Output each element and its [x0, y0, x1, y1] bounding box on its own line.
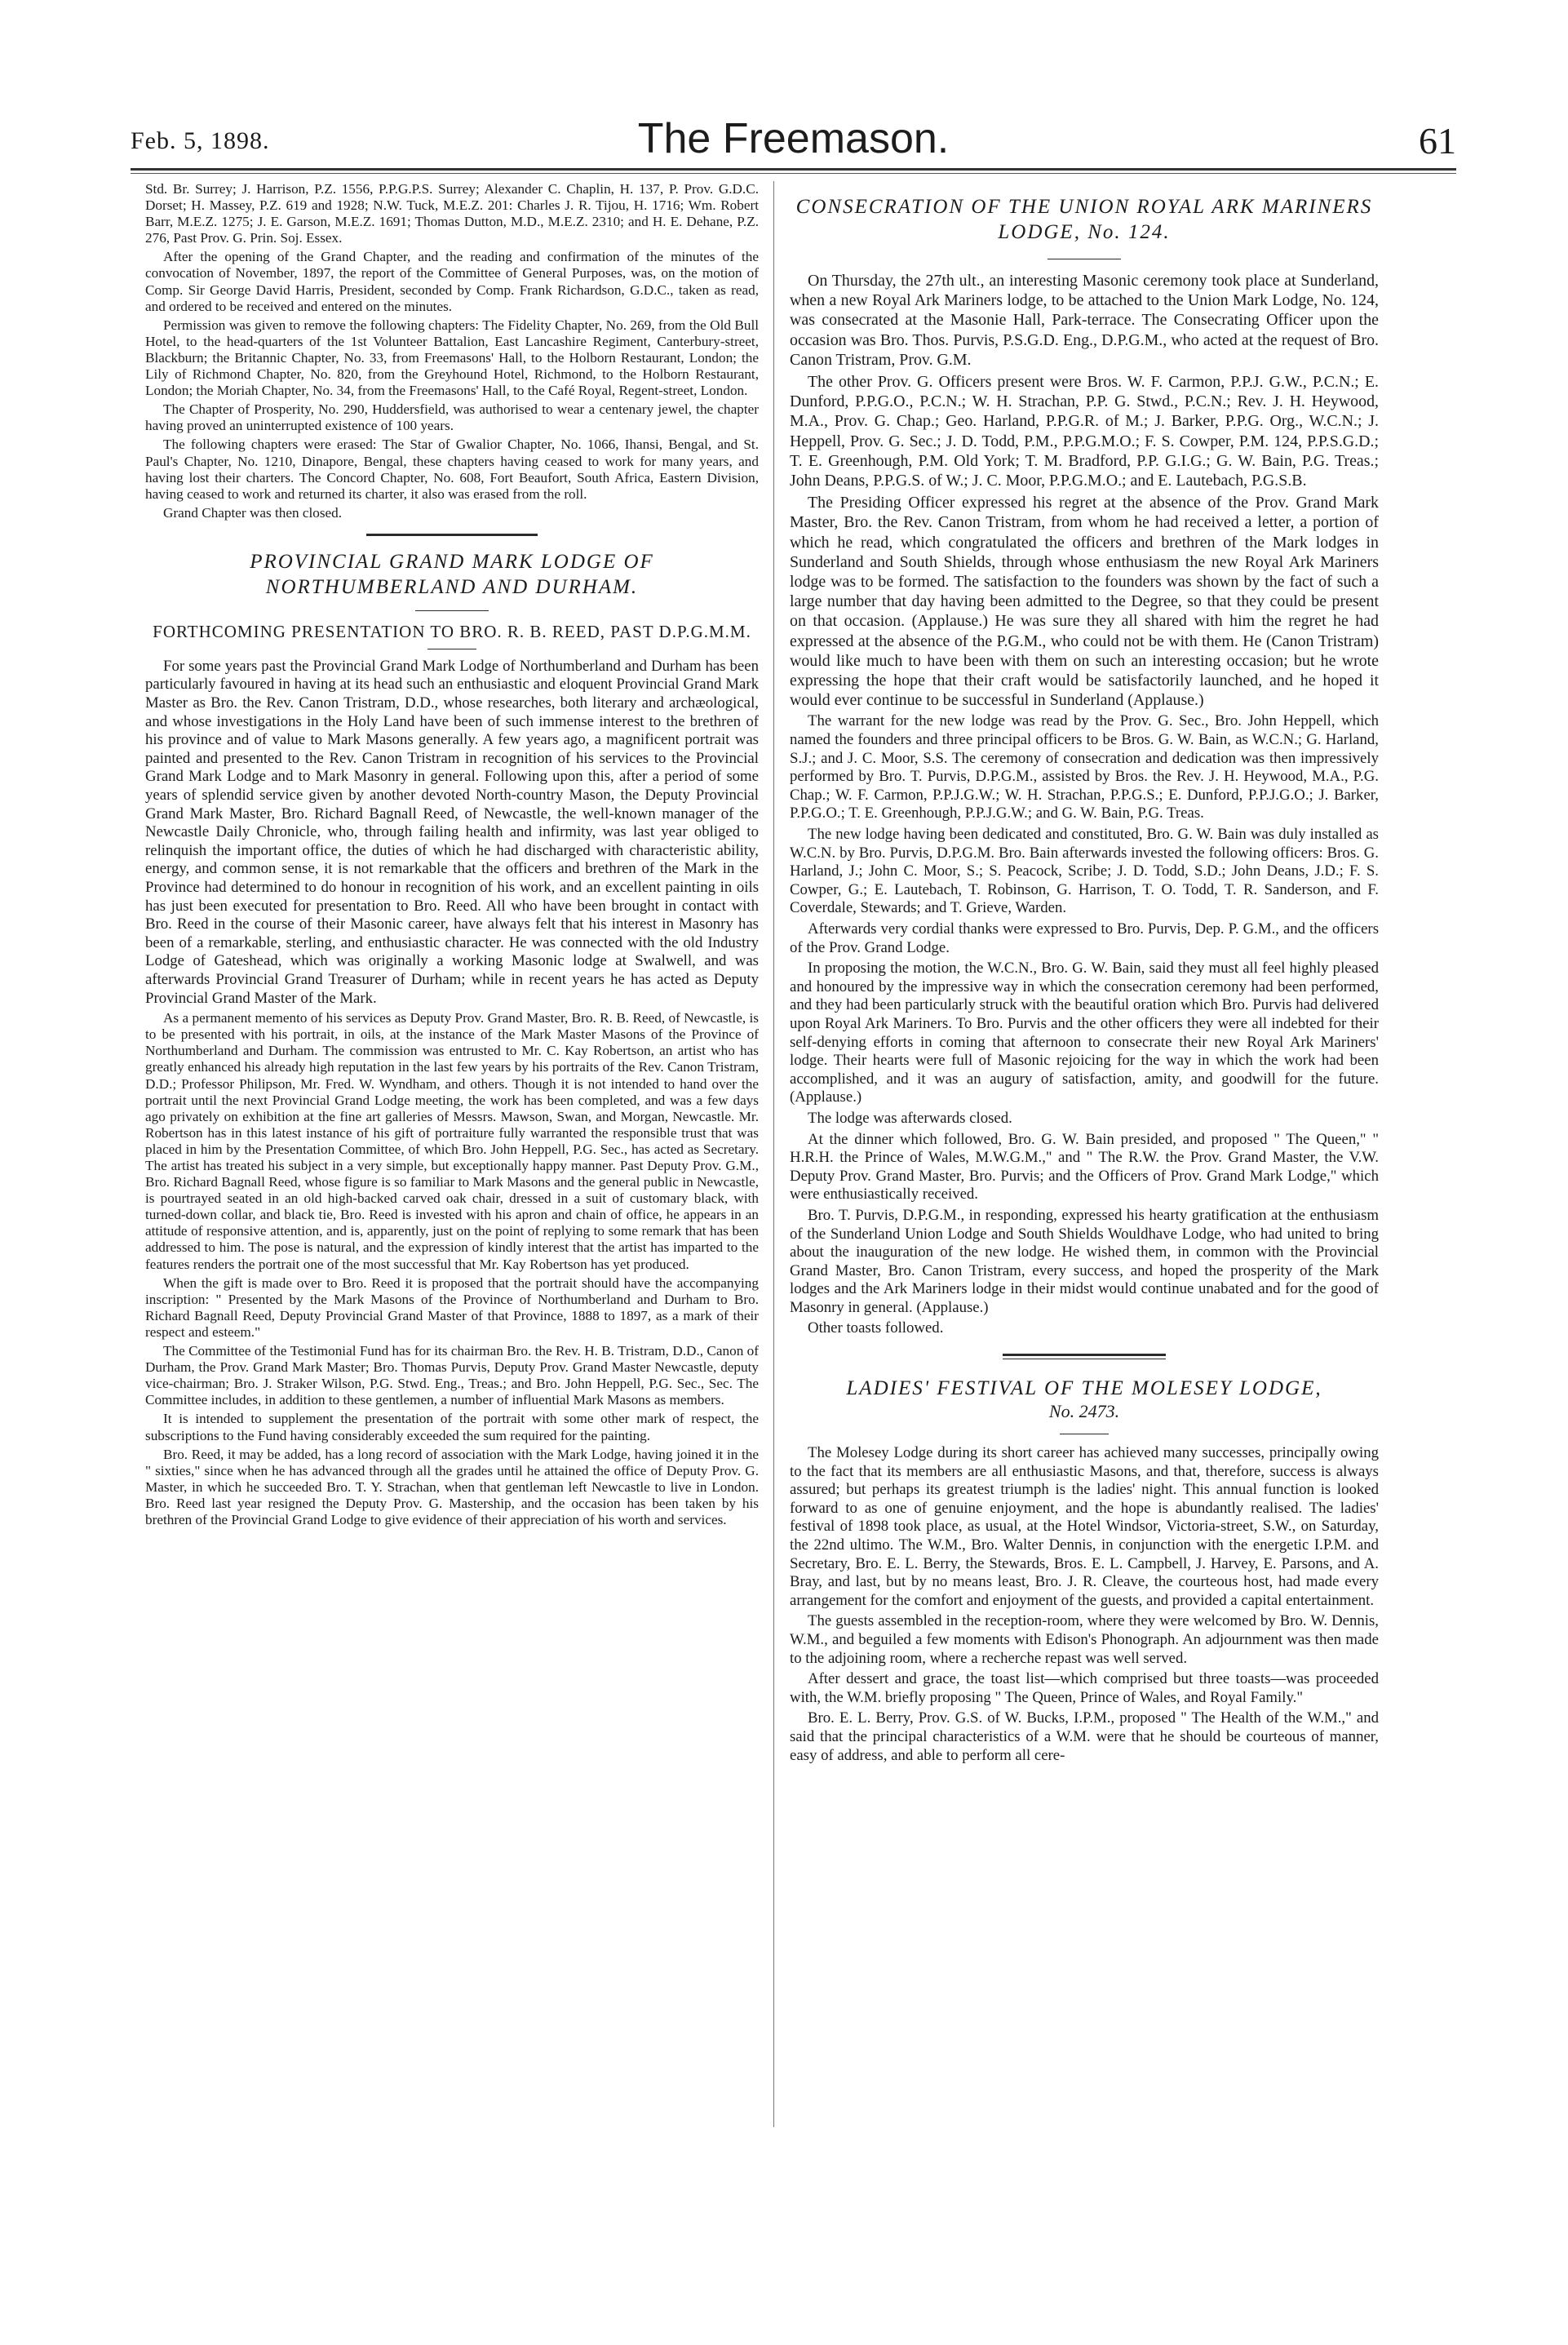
issue-date: Feb. 5, 1898. [131, 127, 270, 154]
small-paragraph: Bro. Reed, it may be added, has a long record of association with the Mark Lodge, having joined it in the " sixties," since when he has advanced through all the grades until he attained the office of Deputy Prov. G. Master, in which he succeeded Bro. T. Y. Strachan, when that gentleman left Newcastle to live in London. Bro. Reed last year resigned the Deputy Prov. G. Mastership, and the occasion has been taken by his brethren of the Provincial Grand Lodge to give evidence of their appreciation of his worth and services. [145, 1446, 759, 1527]
small-paragraph: It is intended to supplement the presentation of the portrait with some other mark of respect, the subscriptions to the Fund having considerably exceeded the sum required for the painting. [145, 1411, 759, 1443]
body-paragraph: Bro. E. L. Berry, Prov. G.S. of W. Bucks, I.P.M., proposed " The Health of the W.M.," and said that the principal characteristics of a W.M. were that he should be courteous of manner, easy of address, and able to perform all cere- [790, 1709, 1379, 1764]
small-paragraph: Other toasts followed. [808, 1319, 944, 1337]
section-rule [1003, 1354, 1166, 1356]
body-paragraph: On Thursday, the 27th ult., an interesting Masonic ceremony took place at Sunderland, when a new Royal Ark Mariners lodge, to be attached to the Union Mark Lodge, No. 124, was consecrated at the Masonie Hall, Park-terrace. The Consecrating Officer upon the occasion was Bro. Thos. Purvis, P.S.G.D. Eng., D.P.G.M., who acted at the request of Bro. Canon Tristram, Prov. G.M. [790, 272, 1379, 369]
masthead-rule [131, 168, 1456, 171]
right-column [790, 181, 1379, 1767]
intro-paragraph: The Chapter of Prosperity, No. 290, Huddersfield, was authorised to wear a centenary jewel, the chapter having proved an uninterrupted existence of 100 years. [145, 401, 759, 434]
small-paragraph: At the dinner which followed, Bro. G. W. Bain presided, and proposed " The Queen," " H.R.H. the Prince of Wales, M.W.G.M.," and " The R.W. the Prov. Grand Master, the V.W. Deputy Prov. Grand Master, Bro. Purvis; and the Officers of Prov. Grand Mark Lodge," which were enthusiastically received. [790, 1130, 1379, 1204]
article-heading: CONSECRATION OF THE UNION ROYAL ARK MARINERS LODGE, No. 124. [795, 196, 1373, 243]
small-paragraph: Bro. T. Purvis, D.P.G.M., in responding, expressed his hearty gratification at the enthusiasm of the Sunderland Union Lodge and South Shields Wouldhave Lodge, who had united to bring about the inauguration of the new lodge. He wished them, in common with the Provincial Grand Master, Bro. Canon Tristram, every success, and hoped the prosperity of the Mark lodges and the Ark Mariners lodge in their midst would continue unabated and for the good of Masonry in general. (Applause.) [790, 1206, 1379, 1316]
masthead [131, 114, 1456, 163]
masthead-rule-thin [131, 173, 1456, 174]
lodge-number: No. 2473. [1048, 1401, 1120, 1422]
small-paragraph: The warrant for the new lodge was read by the Prov. G. Sec., Bro. John Heppell, which named the founders and three principal officers to be Bros. G. W. Bain, as W.C.N.; G. Harland, S.J.; and J. C. Moor, S.S. The ceremony of consecration and dedication was then impressively performed by Bro. T. Purvis, D.P.G.M., assisted by Bros. the Rev. J. H. Heywood, M.A., P.G. Chap.; W. F. Carmon, P.P.J.G.W.; W. H. Strachan, P.P.G.S.; E. Dunford, P.P.J.G.O.; J. Barker, P.P.G.O.; T. E. Greenhough, P.P.J.G.W.; and G. W. Bain, P.G. Treas. [790, 712, 1379, 822]
intro-paragraph: Grand Chapter was then closed. [163, 504, 343, 521]
small-paragraph: When the gift is made over to Bro. Reed it is proposed that the portrait should have the accompanying inscription: " Presented by the Mark Masons of the Province of Northumberland and Durham to Bro. Richard Bagnall Reed, Deputy Provincial Grand Master of that Province, 1888 to 1897, as a mark of their respect and esteem." [145, 1274, 759, 1340]
article-subheading: FORTHCOMING PRESENTATION TO BRO. R. B. REED, PAST D.P.G.M.M. [153, 621, 751, 641]
publication-title: The Freemason. [637, 115, 950, 162]
body-paragraph: The Molesey Lodge during its short career has achieved many successes, principally owing to the fact that its members are all enthusiastic Masons, and that, therefore, success is always assured; but perhaps its greatest triumph is the ladies' night. This annual function is looked forward to as one of genuine enjoyment, and the hope is abundantly realised. The ladies' festival of 1898 took place, as usual, at the Hotel Windsor, Victoria-street, S.W., on Saturday, the 22nd ultimo. The W.M., Bro. Walter Dennis, in conjunction with the energetic I.P.M. and Secretary, Bro. E. L. Berry, the Stewards, Bros. E. L. Campbell, J. Harvey, E. Parsons, and A. Bray, and last, but by no means least, Bro. J. R. Cleave, the courteous host, had made every arrangement for the comfort and enjoyment of the guests, and provided a capital entertainment. [790, 1444, 1379, 1609]
article-heading: PROVINCIAL GRAND MARK LODGE OF NORTHUMBERLAND AND DURHAM. [250, 550, 654, 598]
small-paragraph: The lodge was afterwards closed. [808, 1109, 1012, 1127]
small-paragraph: The Committee of the Testimonial Fund has for its chairman Bro. the Rev. H. B. Tristram, D.D., Canon of Durham, the Prov. Grand Mark Master; Bro. Thomas Purvis, Deputy Prov. Grand Master Newcastle, deputy vice-chairman; Bro. J. Straker Wilson, P.G. Stwd. Eng., Treas.; and Bro. John Heppell, P.G. Sec., Sec. The Committee includes, in addition to these gentlemen, a number of influential Mark Masons as members. [145, 1343, 759, 1408]
body-paragraph: The other Prov. G. Officers present were Bros. W. F. Carmon, P.P.J. G.W., P.C.N.; E. Dunford, P.P.G.O., P.C.N.; W. H. Strachan, P.P. G. Stwd., P.C.N.; Rev. J. H. Heywood, M.A., Prov. G. Chap.; Geo. Harland, P.P.G.R. of M.; J. Barker, P.P.G. Org., W.C.N.; J. Heppell, Prov. G. Sec.; J. D. Todd, P.M., P.P.G.M.O.; F. S. Cowper, P.M. 124, P.P.S.G.D.; T. E. Greenhough, P.M. Old York; T. M. Bradford, P.P. G.I.G.; G. W. Bain, P.G. Treas.; John Deans, P.P.G.S. of W.; J. C. Moor, P.P.G.M.O.; and E. Lautebach, P.G.S.B. [790, 373, 1379, 490]
body-paragraph: After dessert and grace, the toast list—which comprised but three toasts—was proceeded with, the W.M. briefly proposing " The Queen, Prince of Wales, and Royal Family." [790, 1670, 1379, 1706]
intro-paragraph: Std. Br. Surrey; J. Harrison, P.Z. 1556, P.P.G.P.S. Surrey; Alexander C. Chaplin, H. 137, P. Prov. G.D.C. Dorset; H. Massey, P.Z. 619 and 1928; N.W. Tuck, M.E.Z. 201: Charles J. R. Tijou, H. 1716; Wm. Robert Barr, M.E.Z. 1275; J. E. Garson, M.E.Z. 1691; Thomas Dutton, M.D., M.E.Z. 2310; and H. E. Dehane, P.Z. 276, Past Prov. G. Prin. Soj. Essex. [145, 181, 759, 246]
column-divider [773, 181, 774, 2127]
intro-paragraph: After the opening of the Grand Chapter, and the reading and confirmation of the minutes of the convocation of November, 1897, the report of the Committee of General Purposes, was, on the motion of Comp. Sir George David Harris, President, seconded by Comp. Frank Richardson, G.D.C., taken as read, and ordered to be received and entered on the minutes. [145, 249, 759, 314]
small-paragraph: In proposing the motion, the W.C.N., Bro. G. W. Bain, said they must all feel highly pleased and honoured by the impressive way in which the consecration ceremony had been performed, and they had been particularly struck with the beautiful oration which Bro. Purvis had delivered upon Royal Ark Mariners. To Bro. Purvis and the other officers they were all indebted for their self-denying efforts in coming that afternoon to consecrate their new Royal Ark Mariners' lodge. Their hearts were full of Masonic rejoicing for the way in which the work had been accomplished, and it was an augury of satisfaction, amity, and goodwill for the future. (Applause.) [790, 960, 1379, 1106]
intro-paragraph: The following chapters were erased: The Star of Gwalior Chapter, No. 1066, Ihansi, Bengal, and St. Paul's Chapter, No. 1210, Dinapore, Bengal, these chapters having ceased to work for many years, and having lost their charters. The Concord Chapter, No. 608, Fort Beaufort, South Africa, Eastern Division, having ceased to work and returned its charter, it also was erased from the roll. [145, 437, 759, 502]
body-paragraph: The Presiding Officer expressed his regret at the absence of the Prov. Grand Mark Master, Bro. the Rev. Canon Tristram, from whom he had received a letter, a portion of which he read, which congratulated the officers and brethren of the Mark lodges in Sunderland and South Shields, through whose enthusiasm the new Royal Ark Mariners lodge was to be formed. The satisfaction to the founders was shown by the fact of such a large number that day having been admitted to the Degree, so that they could be present on that occasion. (Applause.) He was sure they all shared with him the regret he had expressed at the absence of the P.G.M., who could not be with them. He (Canon Tristram) would like much to have been with them on such an interesting occasion; but he wrote expressing the hope that their craft would be satisfactorily launched, and he hoped it would ever continue to be successful in Sunderland (Applause.) [790, 494, 1379, 710]
body-paragraph: The guests assembled in the reception-room, where they were welcomed by Bro. W. Dennis, W.M., and beguiled a few moments with Edison's Phonograph. An adjournment was then made to the adjoining room, where a recherche repast was well served. [790, 1612, 1379, 1667]
left-column [145, 181, 759, 1531]
page-number: 61 [1419, 120, 1456, 162]
small-paragraph: The new lodge having been dedicated and constituted, Bro. G. W. Bain was duly installed as W.C.N. by Bro. Purvis, D.P.G.M. Bro. Bain afterwards invested the following officers: Bros. G. Harland, J.; John C. Moor, S.; S. Peacock, Scribe; J. D. Todd, S.D.; John Deans, J.D.; F. S. Cowper, G.; E. Lautebach, T. Robinson, G. Harrison, T. O. Todd, T. R. Sanderson, and F. Coverdale, Stewards; and T. Grieve, Warden. [790, 826, 1379, 917]
intro-paragraph: Permission was given to remove the following chapters: The Fidelity Chapter, No. 269, from the Old Bull Hotel, to the head-quarters of the 1st Volunteer Battalion, East Lancashire Regiment, Canterbury-street, Blackburn; the Britannic Chapter, No. 33, from Freemasons' Hall, to the Holborn Restaurant, London; the Lily of Richmond Chapter, No. 820, from the Greyhound Hotel, Richmond, to the Holborn Restaurant, London; the Moriah Chapter, No. 34, from the Freemasons' Hall, to the Café Royal, Regent-street, London. [145, 317, 759, 399]
small-paragraph: As a permanent memento of his services as Deputy Prov. Grand Master, Bro. R. B. Reed, of Newcastle, is to be presented with his portrait, in oils, at the instance of the Mark Master Masons of the Province of Northumberland and Durham. The commission was entrusted to Mr. C. Kay Robertson, an artist who has greatly enhanced his already high reputation in the last few years by his portraits of the Rev. Canon Tristram, D.D.; Professor Philipson, Mr. Fred. W. Wyndham, and others. Though it is not intended to hand over the portrait until the next Provincial Grand Lodge meeting, the work has been completed, and was a few days ago privately on exhibition at the fine art galleries of Messrs. Mawson, Swan, and Morgan, Newcastle. Mr. Robertson has in this latest instance of his gift of portraiture fully warranted the responsible trust that was placed in him by the Presentation Committee, of which Bro. John Heppell, P.G. Sec., has acted as Secretary. The artist has treated his subject in a very simple, but exceptionally happy manner. Past Deputy Prov. G.M., Bro. Richard Bagnall Reed, whose figure is so familiar to Mark Masons and the general public in Newcastle, is pourtrayed seated in an old high-backed carved oak chair, dressed in a suit of customary black, with turned-down collar, and black tie, Bro. Reed is invested with his apron and chain of office, he appears in an attitude of responsive attention, and is, apparently, just on the point of replying to some remark that has been addressed to him. The pose is natural, and the expression of kindly interest that the artist has imparted to the features renders the portrait one of the most successful that Mr. Kay Robertson has yet produced. [145, 1010, 759, 1272]
article-heading: LADIES' FESTIVAL OF THE MOLESEY LODGE, [846, 1377, 1322, 1400]
body-paragraph: For some years past the Provincial Grand Mark Lodge of Northumberland and Durham has been particularly favoured in having at its head such an enthusiastic and eloquent Provincial Grand Mark Master as Bro. the Rev. Canon Tristram, D.D., whose researches, both literary and archæological, and whose investigations in the Holy Land have been of such immense interest to the brethren of his province and of value to Mark Masons generally. A few years ago, a magnificent portrait was painted and presented to the Rev. Canon Tristram in recognition of his services to the Provincial Grand Mark Lodge and to Mark Masonry in general. Following upon this, after a period of some years of splendid service given by another devoted North-country Mason, the Deputy Provincial Grand Mark Master, Bro. Richard Bagnall Reed, of Newcastle, the well-known manager of the Newcastle Daily Chronicle, who, through failing health and infirmity, was last year obliged to relinquish the important office, the duties of which he had discharged with characteristic ability, energy, and common sense, it is not remarkable that the officers and brethren of the Mark in the Province had determined to do honour in recognition of his work, and an excellent painting in oils has just been executed for presentation to Bro. Reed. All who have been brought in contact with Bro. Reed in the course of their Masonic career, have always felt that his interest in Masonry has been of a remarkable, sterling, and enthusiastic character. He was connected with the old Industry Lodge of Gateshead, which was originally a working Masonic lodge at Swalwell, and was afterwards Provincial Grand Treasurer of Durham; while in recent years he has acted as Deputy Provincial Grand Master of the Mark. [145, 657, 759, 1007]
small-paragraph: Afterwards very cordial thanks were expressed to Bro. Purvis, Dep. P. G.M., and the officers of the Prov. Grand Lodge. [790, 920, 1379, 956]
